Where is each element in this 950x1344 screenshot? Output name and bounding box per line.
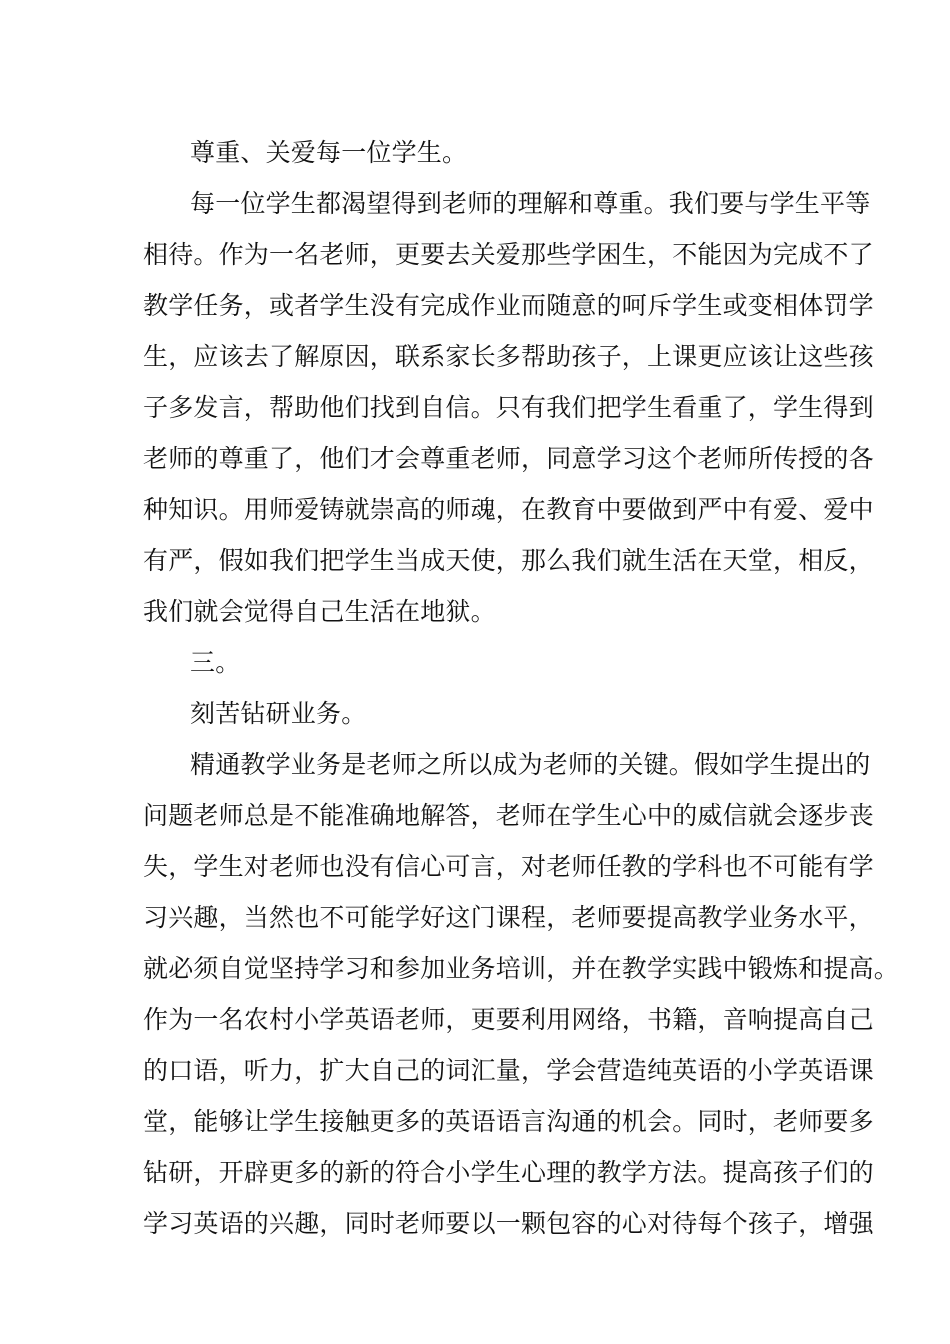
text-line: 的口语，听力，扩大自己的词汇量，学会营造纯英语的小学英语课 <box>143 1056 874 1085</box>
text-line: 生，应该去了解原因，联系家长多帮助孩子，上课更应该让这些孩 <box>143 342 874 371</box>
text-line: 失，学生对老师也没有信心可言，对老师任教的学科也不可能有学 <box>143 852 874 881</box>
text-line: 精通教学业务是老师之所以成为老师的关键。假如学生提出的 <box>190 750 871 779</box>
text-line: 习兴趣，当然也不可能学好这门课程，老师要提高教学业务水平， <box>143 903 874 932</box>
text-line: 学习英语的兴趣，同时老师要以一颗包容的心对待每个孩子，增强 <box>143 1209 874 1238</box>
text-line: 有严，假如我们把学生当成天使，那么我们就生活在天堂，相反， <box>143 546 874 575</box>
text-line: 子多发言，帮助他们找到自信。只有我们把学生看重了，学生得到 <box>143 393 874 422</box>
text-line: 教学任务，或者学生没有完成作业而随意的呵斥学生或变相体罚学 <box>143 291 874 320</box>
section-heading: 刻苦钻研业务。 <box>190 699 367 728</box>
text-line: 钻研，开辟更多的新的符合小学生心理的教学方法。提高孩子们的 <box>143 1158 874 1187</box>
text-line: 堂，能够让学生接触更多的英语语言沟通的机会。同时，老师要多 <box>143 1107 874 1136</box>
text-line: 老师的尊重了，他们才会尊重老师，同意学习这个老师所传授的各 <box>143 444 874 473</box>
text-line: 问题老师总是不能准确地解答，老师在学生心中的威信就会逐步丧 <box>143 801 874 830</box>
section-number: 三。 <box>190 648 241 677</box>
text-line: 我们就会觉得自己生活在地狱。 <box>143 597 496 626</box>
text-line: 种知识。用师爱铸就崇高的师魂，在教育中要做到严中有爱、爱中 <box>143 495 874 524</box>
text-line: 就必须自觉坚持学习和参加业务培训，并在教学实践中锻炼和提高。 <box>143 954 900 983</box>
text-line: 每一位学生都渴望得到老师的理解和尊重。我们要与学生平等 <box>190 189 871 218</box>
text-line: 相待。作为一名老师，更要去关爱那些学困生，不能因为完成不了 <box>143 240 874 269</box>
text-line: 作为一名农村小学英语老师，更要利用网络，书籍，音响提高自己 <box>143 1005 874 1034</box>
text-line-heading: 尊重、关爱每一位学生。 <box>190 138 468 167</box>
